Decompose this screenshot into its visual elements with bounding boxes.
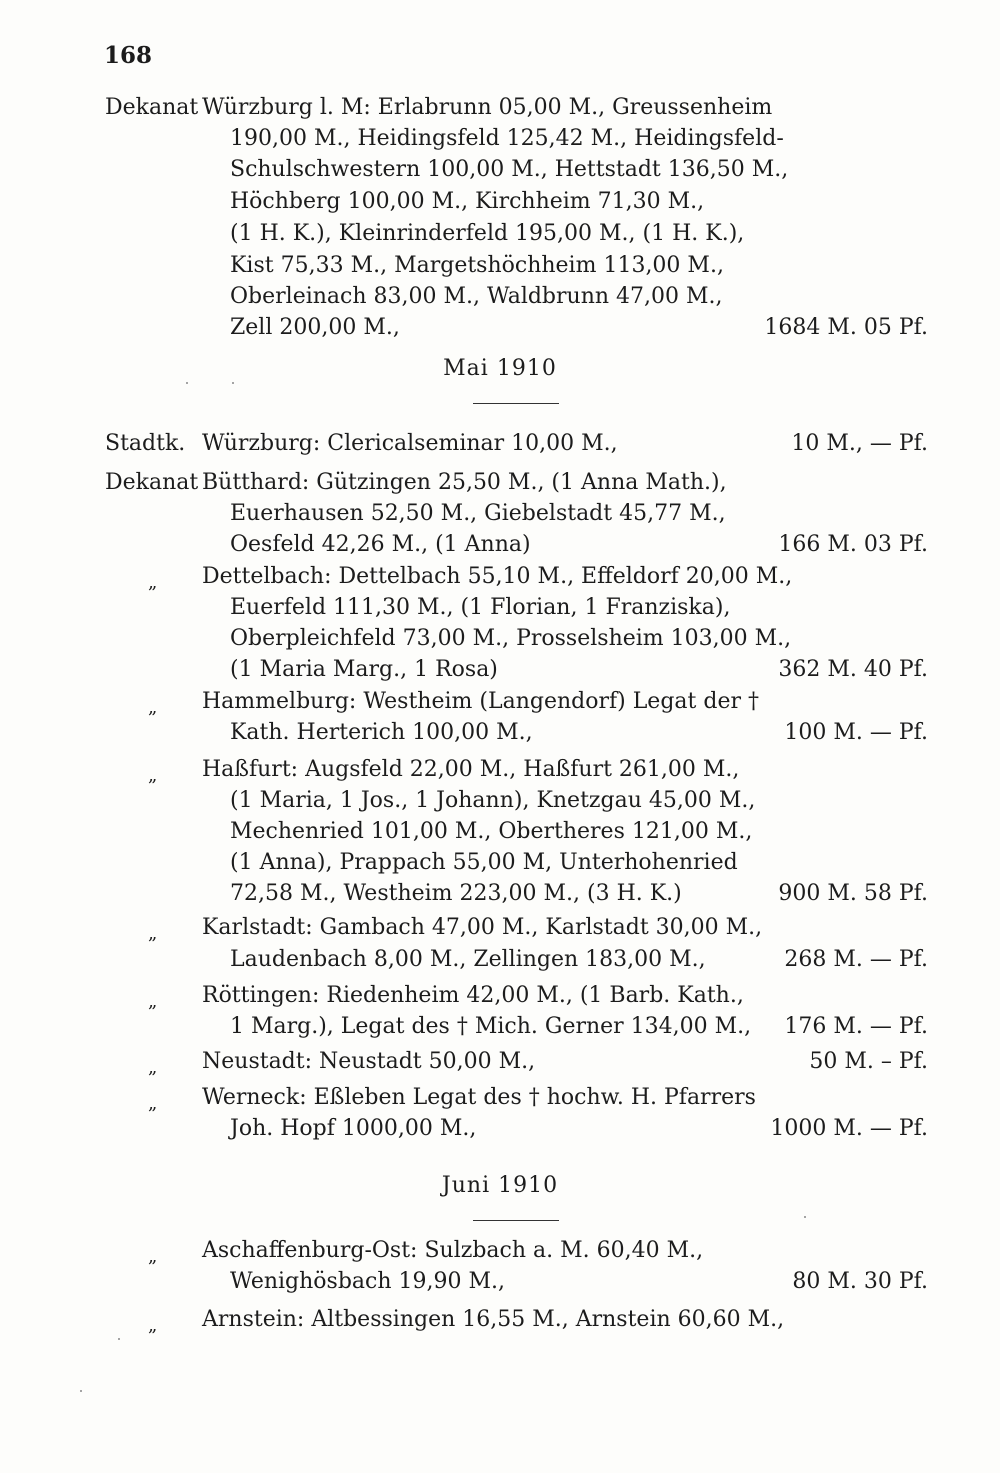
ledger-line — [0, 1011, 1000, 1042]
entry-text: (1 Maria Marg., 1 Rosa) — [230, 657, 498, 682]
ledger-line — [0, 561, 1000, 592]
entry-amount: 900 M. 58 Pf. — [778, 881, 928, 906]
ledger-line — [0, 944, 1000, 975]
ledger-line — [0, 847, 1000, 878]
ledger-line — [0, 785, 1000, 816]
entry-text: Kath. Herterich 100,00 M., — [230, 720, 533, 745]
entry-text: Mechenried 101,00 M., Obertheres 121,00 M., — [230, 819, 753, 844]
section-heading-mai: Mai 1910 — [443, 356, 557, 381]
ledger-line — [0, 498, 1000, 529]
entry-amount: 100 M. — Pf. — [784, 720, 928, 745]
entry-text: Wenighösbach 19,90 M., — [230, 1269, 505, 1294]
entry-text: Oberpleichfeld 73,00 M., Prosselsheim 103,00 M., — [230, 626, 792, 651]
ledger-line — [0, 154, 1000, 185]
entry-amount: 1684 M. 05 Pf. — [764, 315, 928, 340]
ledger-line — [0, 218, 1000, 249]
entry-text: Würzburg: Clericalseminar 10,00 M., — [202, 431, 618, 456]
ditto-mark: „ — [148, 923, 158, 944]
ledger-line — [0, 592, 1000, 623]
entry-text: Neustadt: Neustadt 50,00 M., — [202, 1049, 536, 1074]
ledger-line — [0, 980, 1000, 1011]
entry-amount: 50 M. – Pf. — [809, 1049, 928, 1074]
ditto-mark: „ — [148, 765, 158, 786]
ditto-mark: „ — [148, 697, 158, 718]
entry-label: Stadtk. — [105, 431, 186, 456]
ledger-line — [0, 1235, 1000, 1266]
entry-text: 1 Marg.), Legat des † Mich. Gerner 134,00 M., — [230, 1014, 752, 1039]
ditto-mark: „ — [148, 991, 158, 1012]
ledger-line — [0, 123, 1000, 154]
entry-amount: 166 M. 03 Pf. — [778, 532, 928, 557]
page-number: 168 — [104, 42, 153, 69]
entry-text: Bütthard: Gützingen 25,50 M., (1 Anna Math.), — [202, 470, 727, 495]
entry-text: Euerfeld 111,30 M., (1 Florian, 1 Franziska), — [230, 595, 731, 620]
entry-text: (1 Anna), Prappach 55,00 M, Unterhohenried — [230, 850, 738, 875]
entry-text: 190,00 M., Heidingsfeld 125,42 M., Heidingsfeld- — [230, 126, 784, 151]
entry-text: Dettelbach: Dettelbach 55,10 M., Effeldorf 20,00 M., — [202, 564, 793, 589]
ledger-line — [0, 250, 1000, 281]
entry-text: (1 H. K.), Kleinrinderfeld 195,00 M., (1 H. K.), — [230, 221, 745, 246]
ledger-line — [0, 623, 1000, 654]
entry-text: Oesfeld 42,26 M., (1 Anna) — [230, 532, 531, 557]
entry-amount: 268 M. — Pf. — [784, 947, 928, 972]
entry-text: Laudenbach 8,00 M., Zellingen 183,00 M., — [230, 947, 706, 972]
scan-speck — [118, 1338, 120, 1340]
entry-text: Werneck: Eßleben Legat des † hochw. H. Pfarrers — [202, 1085, 756, 1110]
entry-text: Röttingen: Riedenheim 42,00 M., (1 Barb. Kath., — [202, 983, 744, 1008]
ledger-line — [0, 717, 1000, 748]
ledger-line — [0, 92, 1000, 123]
entry-text: Karlstadt: Gambach 47,00 M., Karlstadt 30,00 M., — [202, 915, 763, 940]
entry-text: 72,58 M., Westheim 223,00 M., (3 H. K.) — [230, 881, 682, 906]
ledger-line — [0, 1266, 1000, 1297]
ledger-line — [0, 654, 1000, 685]
entry-text: Zell 200,00 M., — [230, 315, 400, 340]
entry-text: Joh. Hopf 1000,00 M., — [230, 1116, 477, 1141]
ledger-line — [0, 1046, 1000, 1077]
entry-amount: 10 M., — Pf. — [791, 431, 928, 456]
ledger-line — [0, 912, 1000, 943]
ledger-line — [0, 1113, 1000, 1144]
scan-speck — [80, 1390, 82, 1392]
ledger-line — [0, 281, 1000, 312]
ledger-line — [0, 1304, 1000, 1335]
entry-amount: 362 M. 40 Pf. — [778, 657, 928, 682]
ledger-line — [0, 1082, 1000, 1113]
entry-text: Euerhausen 52,50 M., Giebelstadt 45,77 M., — [230, 501, 726, 526]
ditto-mark: „ — [148, 1246, 158, 1267]
entry-label: Dekanat — [105, 95, 199, 120]
entry-text: Oberleinach 83,00 M., Waldbrunn 47,00 M., — [230, 284, 723, 309]
entry-text: Schulschwestern 100,00 M., Hettstadt 136,50 M., — [230, 157, 789, 182]
entry-amount: 80 M. 30 Pf. — [792, 1269, 928, 1294]
section-divider — [473, 1220, 559, 1221]
entry-text: Kist 75,33 M., Margetshöchheim 113,00 M., — [230, 253, 724, 278]
ledger-line — [0, 816, 1000, 847]
ledger-line — [0, 467, 1000, 498]
ledger-line — [0, 186, 1000, 217]
entry-text: (1 Maria, 1 Jos., 1 Johann), Knetzgau 45,00 M., — [230, 788, 756, 813]
entry-text: Höchberg 100,00 M., Kirchheim 71,30 M., — [230, 189, 705, 214]
ledger-line — [0, 312, 1000, 343]
entry-text: Aschaffenburg-Ost: Sulzbach a. M. 60,40 M., — [202, 1238, 704, 1263]
entry-text: Arnstein: Altbessingen 16,55 M., Arnstein 60,60 M., — [202, 1307, 785, 1332]
scan-speck — [186, 382, 188, 384]
ledger-line — [0, 529, 1000, 560]
ledger-line — [0, 428, 1000, 459]
ditto-mark: „ — [148, 1315, 158, 1336]
entry-amount: 1000 M. — Pf. — [770, 1116, 928, 1141]
ledger-line — [0, 754, 1000, 785]
entry-text: Hammelburg: Westheim (Langendorf) Legat der † — [202, 689, 759, 714]
ledger-line — [0, 686, 1000, 717]
entry-amount: 176 M. — Pf. — [784, 1014, 928, 1039]
entry-text: Haßfurt: Augsfeld 22,00 M., Haßfurt 261,00 M., — [202, 757, 740, 782]
entry-text: Würzburg l. M: Erlabrunn 05,00 M., Greussenheim — [202, 95, 773, 120]
scan-speck — [232, 382, 234, 384]
ditto-mark: „ — [148, 1093, 158, 1114]
section-divider — [473, 403, 559, 404]
ditto-mark: „ — [148, 572, 158, 593]
scan-speck — [804, 1216, 806, 1218]
ditto-mark: „ — [148, 1057, 158, 1078]
ledger-line — [0, 878, 1000, 909]
section-heading-juni: Juni 1910 — [441, 1173, 559, 1198]
entry-label: Dekanat — [105, 470, 199, 495]
